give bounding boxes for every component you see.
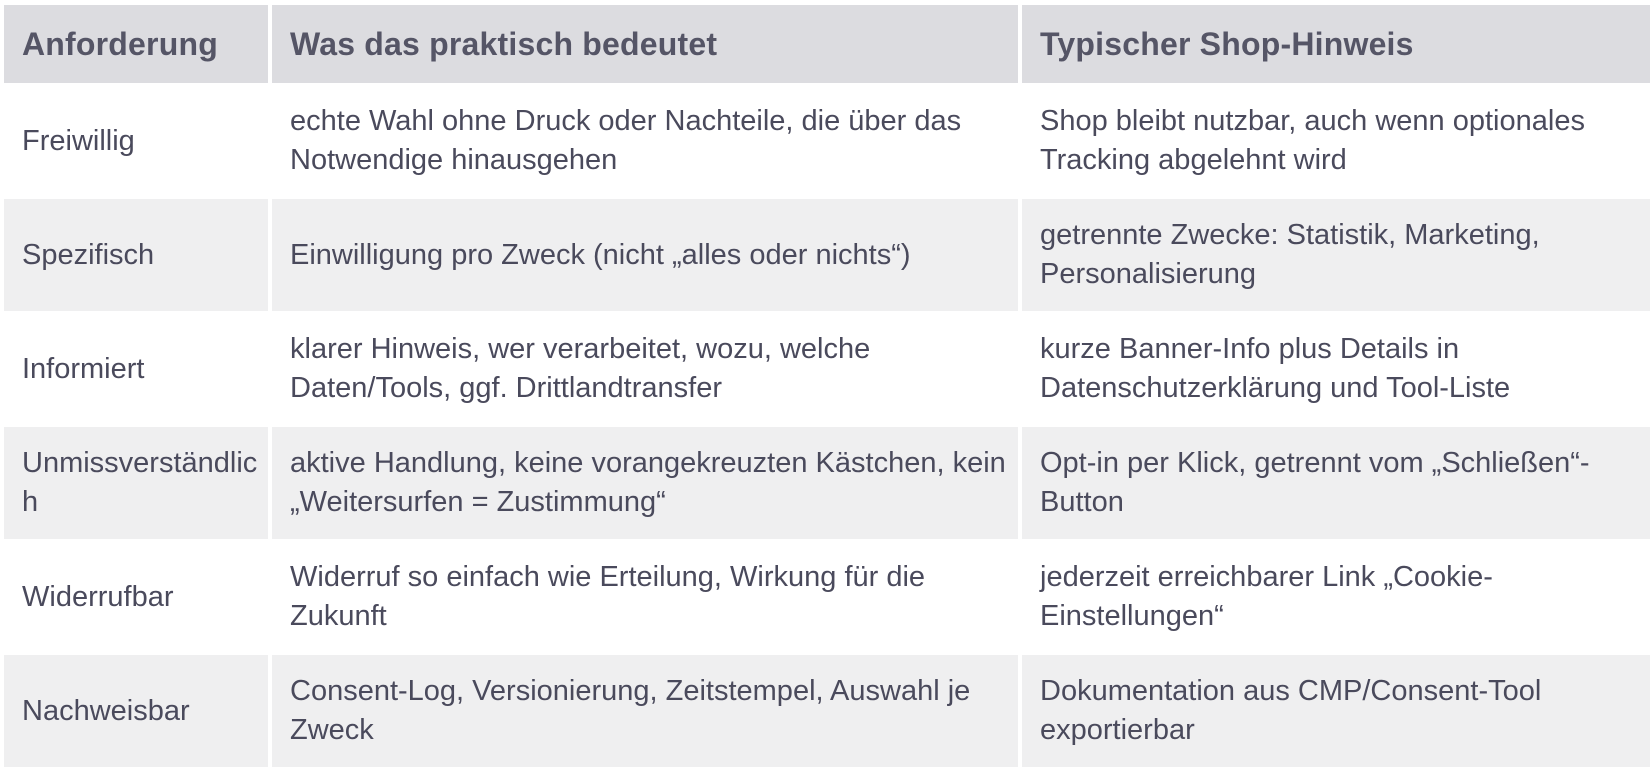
shop-hint-text: Shop bleibt nutzbar, auch wenn optionales Tracking abgelehnt wird xyxy=(1040,105,1585,176)
header-meaning: Was das praktisch bedeutet xyxy=(272,5,1022,85)
meaning-text: Widerruf so einfach wie Erteilung, Wirkung für die Zukunft xyxy=(290,561,926,632)
table-row xyxy=(4,427,1650,541)
requirement-text: Informiert xyxy=(22,352,145,385)
table-row xyxy=(4,541,1650,655)
cell-meaning xyxy=(272,655,1022,768)
cell-requirement xyxy=(4,655,272,768)
shop-hint-text: jederzeit erreichbarer Link „Cookie-Einstellungen“ xyxy=(1040,561,1493,632)
shop-hint-text: Opt-in per Klick, getrennt vom „Schließen“-Button xyxy=(1040,447,1590,518)
cell-requirement xyxy=(4,313,272,427)
meaning-text: Einwilligung pro Zweck (nicht „alles oder nichts“) xyxy=(290,238,911,271)
table-row xyxy=(4,655,1650,768)
table-body xyxy=(4,85,1650,768)
cell-meaning xyxy=(272,541,1022,655)
cell-meaning xyxy=(272,313,1022,427)
consent-requirements-table xyxy=(4,5,1650,768)
cell-requirement xyxy=(4,199,272,313)
cell-shop-hint xyxy=(1022,655,1650,768)
cell-meaning xyxy=(272,199,1022,313)
cell-requirement xyxy=(4,85,272,199)
cell-shop-hint xyxy=(1022,541,1650,655)
requirement-text: Spezifisch xyxy=(22,238,155,271)
requirement-text: Freiwillig xyxy=(22,124,135,157)
shop-hint-text: Dokumentation aus CMP/Consent-Tool exportierbar xyxy=(1040,675,1542,746)
cell-meaning xyxy=(272,427,1022,541)
header-row xyxy=(4,5,1650,85)
shop-hint-text: kurze Banner-Info plus Details in Datenschutzerklärung und Tool-Liste xyxy=(1040,333,1511,404)
meaning-text: klarer Hinweis, wer verarbeitet, wozu, welche Daten/Tools, ggf. Drittlandtransfer xyxy=(290,333,871,404)
header-requirement: Anforderung xyxy=(4,5,272,85)
table-row xyxy=(4,313,1650,427)
requirement-text: Widerrufbar xyxy=(22,580,174,613)
meaning-text: aktive Handlung, keine vorangekreuzten Kästchen, kein „Weitersurfen = Zustimmung“ xyxy=(290,447,1006,518)
header-shop-hint: Typischer Shop-Hinweis xyxy=(1022,5,1650,85)
cell-requirement xyxy=(4,427,272,541)
requirement-text: Nachweisbar xyxy=(22,694,190,727)
table-row xyxy=(4,85,1650,199)
cell-meaning xyxy=(272,85,1022,199)
cell-shop-hint xyxy=(1022,85,1650,199)
meaning-text: Consent-Log, Versionierung, Zeitstempel, Auswahl je Zweck xyxy=(290,675,971,746)
shop-hint-text: getrennte Zwecke: Statistik, Marketing, Personalisierung xyxy=(1040,219,1540,290)
table-row xyxy=(4,199,1650,313)
cell-shop-hint xyxy=(1022,427,1650,541)
cell-shop-hint xyxy=(1022,313,1650,427)
meaning-text: echte Wahl ohne Druck oder Nachteile, die über das Notwendige hinausgehen xyxy=(290,105,962,176)
cell-shop-hint xyxy=(1022,199,1650,313)
table-header xyxy=(4,5,1650,85)
cell-requirement xyxy=(4,541,272,655)
requirement-text: Unmissverständlich xyxy=(22,447,258,518)
